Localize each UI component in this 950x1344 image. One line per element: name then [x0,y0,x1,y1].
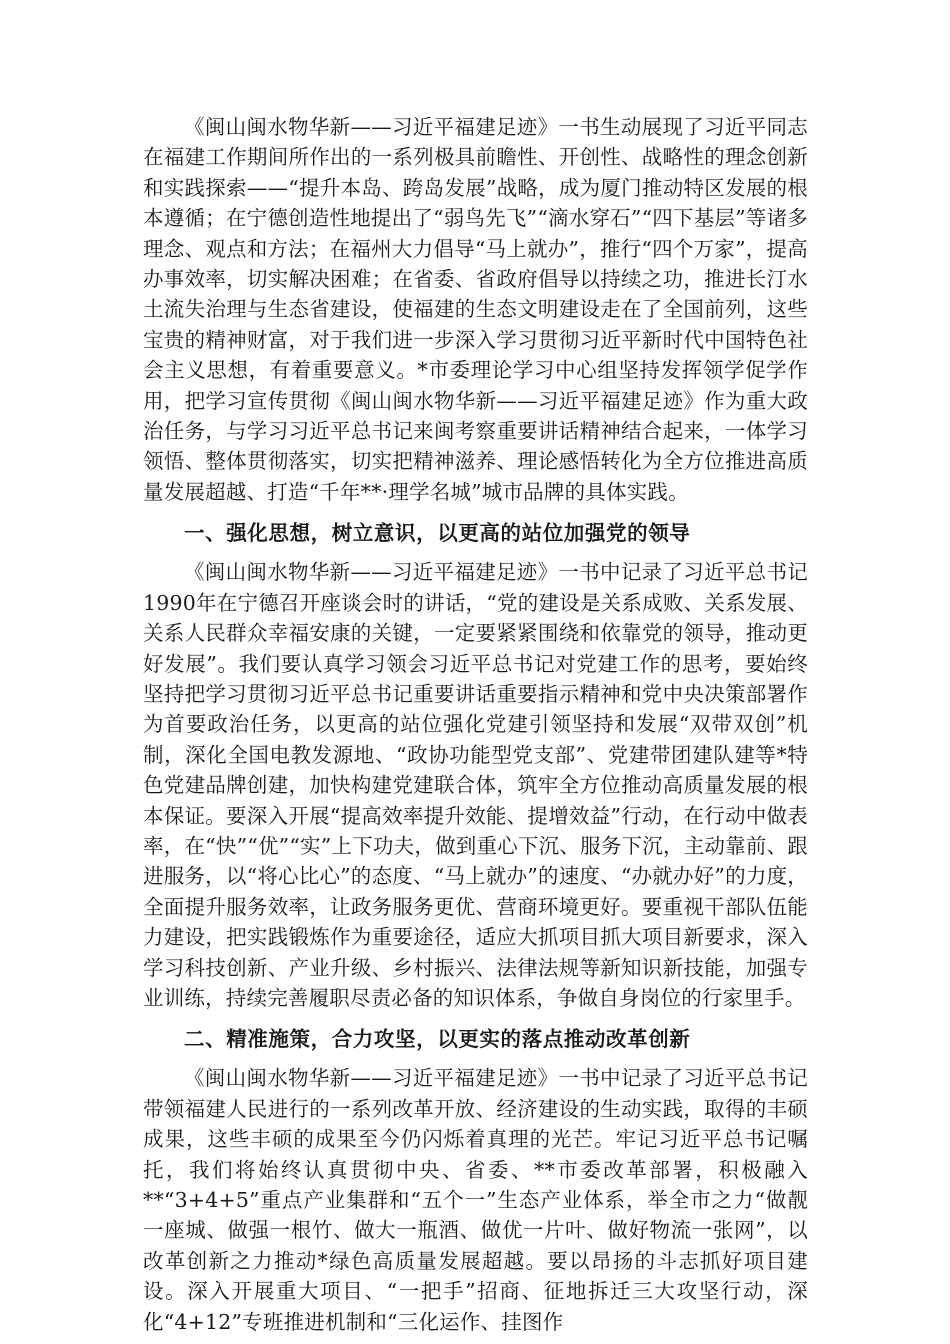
section-1-paragraph: 《闽山闽水物华新——习近平福建足迹》一书中记录了习近平总书记1990年在宁德召开座谈会时的讲话，“党的建设是关系成败、关系发展、关系人民群众幸福安康的关键，一定要紧紧围绕和依靠党的领导，推动更好发展”。我们要认真学习领会习近平总书记对党建工作的思考，要始终坚持把学习贯彻习近平总书记重要讲话重要指示精神和党中央决策部署作为首要政治任务，以更高的站位强化党建引领坚持和发展“双带双创”机制，深化全国电教发源地、“政协功能型党支部”、党建带团建队建等*特色党建品牌创建，加快构建党建联合体，筑牢全方位推动高质量发展的根本保证。要深入开展“提高效率提升效能、提增效益”行动，在行动中做表率，在“快”“优”“实”上下功夫，做到重心下沉、服务下沉，主动靠前、跟进服务，以“将心比心”的态度、“马上就办”的速度、“办就办好”的力度，全面提升服务效率，让政务服务更优、营商环境更好。要重视干部队伍能力建设，把实践锻炼作为重要途径，适应大抓项目抓大项目新要求，深入学习科技创新、产业升级、乡村振兴、法律法规等新知识新技能，加强专业训练，持续完善履职尽责必备的知识体系，争做自身岗位的行家里手。 [143,560,808,1010]
section-2-paragraph: 《闽山闽水物华新——习近平福建足迹》一书中记录了习近平总书记带领福建人民进行的一系列改革开放、经济建设的生动实践，取得的丰硕成果，这些丰硕的成果至今仍闪烁着真理的光芒。牢记习近平总书记嘱托，我们将始终认真贯彻中央、省委、**市委改革部署，积极融入**“3+4+5”重点产业集群和“五个一”生态产业体系，举全市之力“做靓一座城、做强一根竹、做大一瓶酒、做优一片叶、做好物流一张网”，以改革创新之力推动*绿色高质量发展超越。要以昂扬的斗志抓好项目建设。深入开展重大项目、“一把手”招商、征地拆迁三大攻坚行动，深化“4+12”专班推进机制和“三化运作、挂图作 [143,1066,808,1334]
section-heading-1: 一、强化思想，树立意识，以更高的站位加强党的领导 [184,521,691,546]
section-heading-2: 二、精准施策，合力攻坚，以更实的落点推动改革创新 [184,1027,691,1052]
intro-paragraph: 《闽山闽水物华新——习近平福建足迹》一书生动展现了习近平同志在福建工作期间所作出的一系列极具前瞻性、开创性、战略性的理念创新和实践探索——“提升本岛、跨岛发展”战略，成为厦门推动特区发展的根本遵循；在宁德创造性地提出了“弱鸟先飞”“滴水穿石”“四下基层”等诸多理念、观点和方法；在福州大力倡导“马上就办”，推行“四个万家”，提高办事效率，切实解决困难；在省委、省政府倡导以持续之功，推进长汀水土流失治理与生态省建设，使福建的生态文明建设走在了全国前列，这些宝贵的精神财富，对于我们进一步深入学习贯彻习近平新时代中国特色社会主义思想，有着重要意义。*市委理论学习中心组坚持发挥领学促学作用，把学习宣传贯彻《闽山闽水物华新——习近平福建足迹》作为重大政治任务，与学习习近平总书记来闽考察重要讲话精神结合起来，一体学习领悟、整体贯彻落实，切实把精神滋养、理论感悟转化为全方位推进高质量发展超越、打造“千年**·理学名城”城市品牌的具体实践。 [143,115,808,504]
document-body [143,112,808,1337]
